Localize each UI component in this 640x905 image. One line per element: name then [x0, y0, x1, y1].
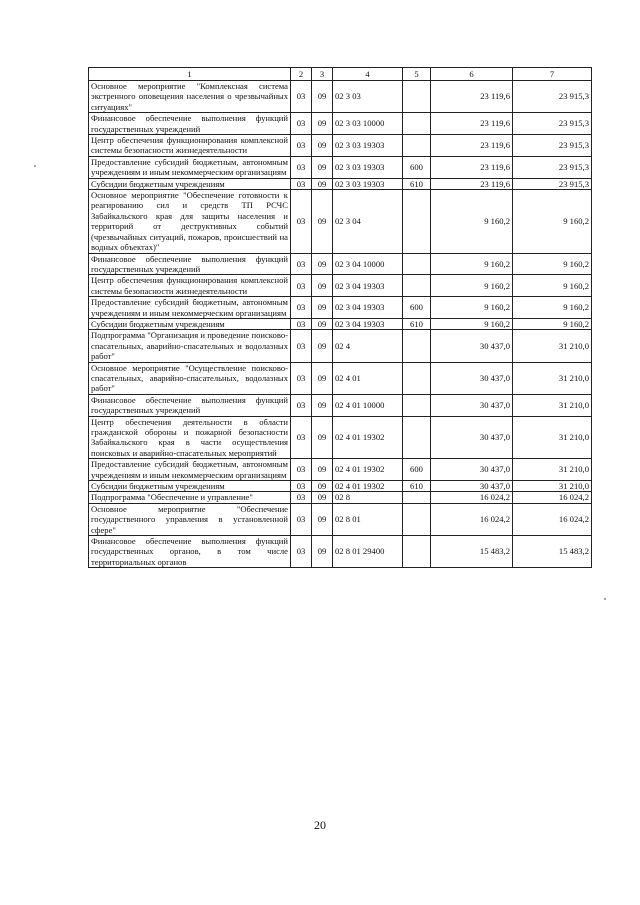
row-pr: 09	[312, 135, 333, 157]
row-value-2: 16 024,2	[513, 503, 592, 535]
row-rz: 03	[291, 416, 312, 459]
row-pr: 09	[312, 330, 333, 362]
table-row	[89, 178, 592, 189]
row-value-2: 9 160,2	[513, 318, 592, 329]
row-vr	[403, 330, 431, 362]
table-row	[89, 536, 592, 568]
row-value-1: 23 119,6	[431, 156, 513, 178]
table-row	[89, 503, 592, 535]
row-value-2: 31 210,0	[513, 416, 592, 459]
page-number: 20	[314, 818, 326, 832]
row-csr: 02 3 03 19303	[333, 156, 403, 178]
row-rz: 03	[291, 536, 312, 568]
row-value-1: 9 160,2	[431, 297, 513, 319]
row-csr: 02 8 01 29400	[333, 536, 403, 568]
row-pr: 09	[312, 318, 333, 329]
row-pr: 09	[312, 253, 333, 275]
row-value-1: 15 483,2	[431, 536, 513, 568]
row-vr	[403, 135, 431, 157]
row-value-2: 23 915,3	[513, 156, 592, 178]
header-row	[89, 68, 592, 81]
row-csr: 02 3 03 10000	[333, 113, 403, 135]
row-pr: 09	[312, 275, 333, 297]
row-pr: 09	[312, 416, 333, 459]
table-row	[89, 297, 592, 319]
row-csr: 02 3 04	[333, 190, 403, 253]
row-value-1: 30 437,0	[431, 416, 513, 459]
row-value-1: 30 437,0	[431, 330, 513, 362]
row-csr: 02 8 01	[333, 503, 403, 535]
table-row	[89, 275, 592, 297]
row-rz: 03	[291, 135, 312, 157]
row-value-1: 9 160,2	[431, 318, 513, 329]
row-vr	[403, 275, 431, 297]
row-name: Основное мероприятие "Осуществление поисково-спасательных, аварийно-спасательных, водолазных работ"	[89, 362, 291, 394]
table-row	[89, 156, 592, 178]
row-csr: 02 3 03 19303	[333, 178, 403, 189]
row-rz: 03	[291, 81, 312, 113]
row-value-1: 9 160,2	[431, 253, 513, 275]
row-value-1: 16 024,2	[431, 492, 513, 503]
header-col-6: 6	[431, 68, 513, 81]
budget-table	[88, 67, 592, 568]
row-name: Основное мероприятие "Обеспечение государственного управления в установленной сфере"	[89, 503, 291, 535]
row-name: Финансовое обеспечение выполнения функций государственных учреждений	[89, 253, 291, 275]
table-body	[89, 81, 592, 568]
row-rz: 03	[291, 330, 312, 362]
row-value-1: 30 437,0	[431, 481, 513, 492]
row-value-2: 31 210,0	[513, 330, 592, 362]
row-vr	[403, 394, 431, 416]
row-pr: 09	[312, 113, 333, 135]
row-value-2: 9 160,2	[513, 190, 592, 253]
row-name: Центр обеспечения функционирования комплексной системы безопасности жизнедеятельности	[89, 135, 291, 157]
row-pr: 09	[312, 362, 333, 394]
row-vr: 610	[403, 318, 431, 329]
row-value-1: 30 437,0	[431, 362, 513, 394]
row-name: Центр обеспечения функционирования комплексной системы безопасности жизнедеятельности	[89, 275, 291, 297]
row-pr: 09	[312, 459, 333, 481]
row-value-2: 23 915,3	[513, 81, 592, 113]
row-pr: 09	[312, 394, 333, 416]
row-rz: 03	[291, 394, 312, 416]
table-row	[89, 113, 592, 135]
row-value-1: 23 119,6	[431, 113, 513, 135]
row-vr: 600	[403, 297, 431, 319]
row-value-2: 31 210,0	[513, 362, 592, 394]
row-vr: 610	[403, 481, 431, 492]
table-row	[89, 81, 592, 113]
row-name: Финансовое обеспечение выполнения функций государственных учреждений	[89, 113, 291, 135]
table-row	[89, 362, 592, 394]
row-csr: 02 3 04 19303	[333, 275, 403, 297]
row-vr: 600	[403, 459, 431, 481]
row-name: Предоставление субсидий бюджетным, автономным учреждениям и иным некоммерческим организациям	[89, 156, 291, 178]
table-row	[89, 459, 592, 481]
header-col-5: 5	[403, 68, 431, 81]
row-csr: 02 4 01 19302	[333, 416, 403, 459]
row-value-2: 31 210,0	[513, 459, 592, 481]
row-pr: 09	[312, 297, 333, 319]
row-value-1: 23 119,6	[431, 135, 513, 157]
row-csr: 02 4 01 10000	[333, 394, 403, 416]
row-csr: 02 4 01	[333, 362, 403, 394]
table-row	[89, 330, 592, 362]
row-rz: 03	[291, 156, 312, 178]
row-csr: 02 3 03	[333, 81, 403, 113]
header-col-7: 7	[513, 68, 592, 81]
row-name: Основное мероприятие "Комплексная система экстренного оповещения населения о чрезвычайных ситуациях"	[89, 81, 291, 113]
row-pr: 09	[312, 190, 333, 253]
row-value-2: 9 160,2	[513, 253, 592, 275]
header-col-1: 1	[89, 68, 291, 81]
row-value-1: 16 024,2	[431, 503, 513, 535]
row-name: Субсидии бюджетным учреждениям	[89, 318, 291, 329]
row-rz: 03	[291, 492, 312, 503]
row-rz: 03	[291, 503, 312, 535]
table-row	[89, 492, 592, 503]
row-rz: 03	[291, 318, 312, 329]
row-csr: 02 4 01 19302	[333, 459, 403, 481]
row-value-2: 23 915,3	[513, 113, 592, 135]
row-name: Центр обеспечения деятельности в области гражданской обороны и пожарной безопасности Забайкальского края в части осуществления поисковых и аварийно-спасательных мероприятий	[89, 416, 291, 459]
row-rz: 03	[291, 253, 312, 275]
table-row	[89, 394, 592, 416]
header-col-4: 4	[333, 68, 403, 81]
row-vr: 600	[403, 156, 431, 178]
row-value-1: 9 160,2	[431, 275, 513, 297]
row-vr	[403, 362, 431, 394]
header-col-3: 3	[312, 68, 333, 81]
row-pr: 09	[312, 536, 333, 568]
row-value-1: 23 119,6	[431, 178, 513, 189]
row-rz: 03	[291, 297, 312, 319]
table-row	[89, 416, 592, 459]
row-vr	[403, 492, 431, 503]
row-value-2: 23 915,3	[513, 178, 592, 189]
row-pr: 09	[312, 492, 333, 503]
row-csr: 02 4	[333, 330, 403, 362]
row-value-2: 15 483,2	[513, 536, 592, 568]
scan-speck	[604, 598, 606, 600]
row-csr: 02 3 04 10000	[333, 253, 403, 275]
table-row	[89, 481, 592, 492]
table-row	[89, 253, 592, 275]
row-value-2: 16 024,2	[513, 492, 592, 503]
row-name: Подпрограмма "Организация и проведение поисково-спасательных, аварийно-спасательных и водолазных работ"	[89, 330, 291, 362]
table-row	[89, 135, 592, 157]
row-pr: 09	[312, 178, 333, 189]
row-vr	[403, 81, 431, 113]
row-name: Предоставление субсидий бюджетным, автономным учреждениям и иным некоммерческим организациям	[89, 459, 291, 481]
table-header	[89, 68, 592, 81]
scan-speck	[34, 165, 36, 167]
row-name: Субсидии бюджетным учреждениям	[89, 481, 291, 492]
row-csr: 02 8	[333, 492, 403, 503]
row-vr	[403, 190, 431, 253]
row-name: Финансовое обеспечение выполнения функций государственных учреждений	[89, 394, 291, 416]
row-csr: 02 4 01 19302	[333, 481, 403, 492]
row-name: Предоставление субсидий бюджетным, автономным учреждениям и иным некоммерческим организациям	[89, 297, 291, 319]
header-col-2: 2	[291, 68, 312, 81]
row-value-1: 30 437,0	[431, 394, 513, 416]
row-value-2: 23 915,3	[513, 135, 592, 157]
row-csr: 02 3 04 19303	[333, 318, 403, 329]
row-pr: 09	[312, 156, 333, 178]
row-vr	[403, 503, 431, 535]
row-value-1: 23 119,6	[431, 81, 513, 113]
row-pr: 09	[312, 503, 333, 535]
row-name: Основное мероприятие "Обеспечение готовности к реагированию сил и средств ТП РСЧС Забайкальского края для защиты населения и территорий от деструктивных событий (чрезвычайных ситуаций, пожаров, происшествий на водных объектах)"	[89, 190, 291, 253]
row-rz: 03	[291, 459, 312, 481]
table-row	[89, 318, 592, 329]
row-rz: 03	[291, 481, 312, 492]
row-rz: 03	[291, 113, 312, 135]
row-vr	[403, 253, 431, 275]
row-vr	[403, 416, 431, 459]
row-pr: 09	[312, 481, 333, 492]
row-pr: 09	[312, 81, 333, 113]
row-vr: 610	[403, 178, 431, 189]
row-rz: 03	[291, 190, 312, 253]
row-vr	[403, 536, 431, 568]
row-value-2: 31 210,0	[513, 394, 592, 416]
row-csr: 02 3 03 19303	[333, 135, 403, 157]
row-value-2: 9 160,2	[513, 297, 592, 319]
row-rz: 03	[291, 275, 312, 297]
table-row	[89, 190, 592, 253]
row-rz: 03	[291, 178, 312, 189]
row-name: Финансовое обеспечение выполнения функций государственных органов, в том числе территориальных органов	[89, 536, 291, 568]
row-name: Подпрограмма "Обеспечение и управление"	[89, 492, 291, 503]
row-value-2: 9 160,2	[513, 275, 592, 297]
row-name: Субсидии бюджетным учреждениям	[89, 178, 291, 189]
row-vr	[403, 113, 431, 135]
row-rz: 03	[291, 362, 312, 394]
row-value-1: 30 437,0	[431, 459, 513, 481]
row-csr: 02 3 04 19303	[333, 297, 403, 319]
row-value-1: 9 160,2	[431, 190, 513, 253]
row-value-2: 31 210,0	[513, 481, 592, 492]
